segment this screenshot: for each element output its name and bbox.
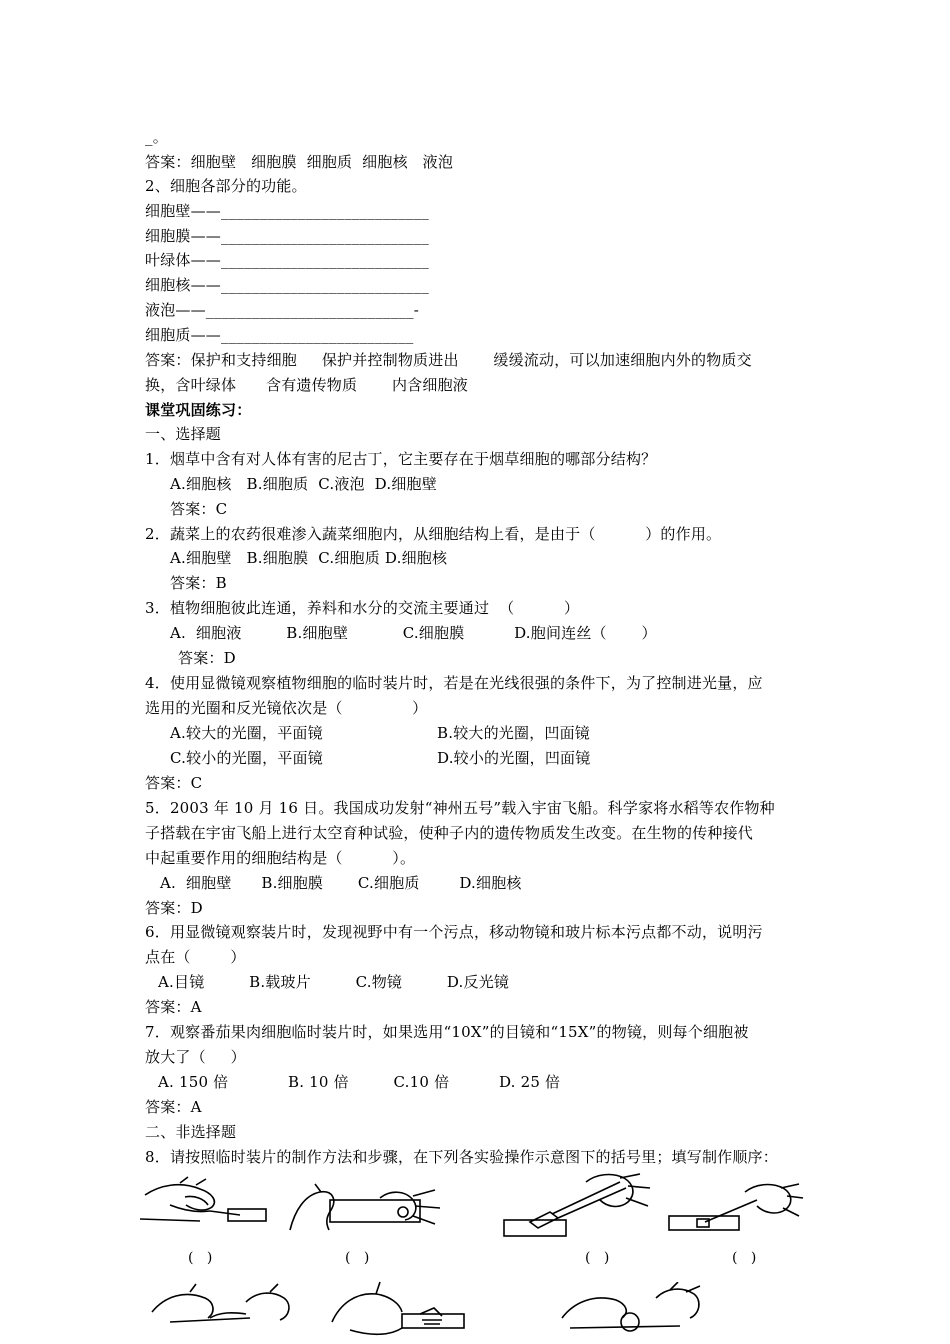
step-illustration-tear-epidermis <box>150 1282 300 1344</box>
question-4-answer: 答案：C <box>145 774 203 792</box>
question-5-line2: 子搭载在宇宙飞船上进行太空育种试验，使种子内的遗传物质发生改变。在生物的传种接代 <box>145 824 754 842</box>
question-1-answer: 答案：C <box>170 500 228 518</box>
question-6-line2: 点在（ ） <box>145 948 246 966</box>
step-blank-3[interactable]: ( ) <box>585 1250 610 1266</box>
section-title: 课堂巩固练习： <box>145 401 252 419</box>
question-6-answer: 答案：A <box>145 998 202 1016</box>
question-5-options: A. 细胞壁 B.细胞膜 C.细胞质 D.细胞核 <box>160 874 522 892</box>
question-3: 3．植物细胞彼此连通，养料和水分的交流主要通过 （ ） <box>145 599 580 617</box>
question-5-line1: 5．2003 年 10 月 16 日。我国成功发射“神州五号”载入宇宙飞船。科学家将水稻等农作物种 <box>145 799 775 817</box>
question-6-options: A.目镜 B.载玻片 C.物镜 D.反光镜 <box>158 973 510 991</box>
question-5-line3: 中起重要作用的细胞结构是（ ）。 <box>145 849 416 867</box>
question-4-line1: 4．使用显微镜观察植物细胞的临时装片时，若是在光线很强的条件下，为了控制进光量，应 <box>145 674 763 692</box>
question-1-options: A.细胞核 B.细胞质 C.液泡 D.细胞壁 <box>170 475 437 493</box>
question-4-line2: 选用的光圈和反光镜依次是（ ） <box>145 699 428 717</box>
question-3-answer: 答案：D <box>178 649 236 667</box>
question-2: 2．蔬菜上的农药很难渗入蔬菜细胞内，从细胞结构上看，是由于（ ）的作用。 <box>145 525 722 543</box>
step-illustration-absorb-water <box>560 1282 710 1344</box>
step-illustration-place-specimen <box>665 1180 805 1245</box>
question-3-options: A. 细胞液 B.细胞壁 C.细胞膜 D.胞间连丝（ ） <box>170 624 657 642</box>
step-illustration-stain <box>330 1280 470 1344</box>
question-7-line1: 7．观察番茄果肉细胞临时装片时，如果选用“10X”的目镜和“15X”的物镜，则每个细胞被 <box>145 1023 749 1041</box>
top-mark: _。 <box>145 128 168 146</box>
question-2-answer: 答案：B <box>170 574 227 592</box>
function-nucleus: 细胞核——___________________________ <box>145 276 429 294</box>
question-7-options: A. 150 倍 B. 10 倍 C.10 倍 D. 25 倍 <box>158 1073 561 1091</box>
step-illustration-cover-slip <box>500 1172 660 1247</box>
answer-1: 答案：细胞壁 细胞膜 细胞质 细胞核 液泡 <box>145 153 454 171</box>
question-4-option-d: D.较小的光圈，凹面镜 <box>437 749 591 767</box>
question-5-answer: 答案：D <box>145 899 203 917</box>
question-4-option-b: B.较大的光圈，凹面镜 <box>437 724 590 742</box>
q2-title: 2、细胞各部分的功能。 <box>145 177 307 195</box>
answer-2-line2: 换，含叶绿体 含有遗传物质 内含细胞液 <box>145 376 468 394</box>
step-blank-4[interactable]: ( ) <box>732 1250 757 1266</box>
part2-title: 二、非选择题 <box>145 1123 237 1141</box>
part1-title: 一、选择题 <box>145 425 222 443</box>
step-illustration-drop-water <box>140 1175 270 1245</box>
function-cytoplasm: 细胞质——_________________________ <box>145 326 414 344</box>
question-1: 1．烟草中含有对人体有害的尼古丁，它主要存在于烟草细胞的哪部分结构？ <box>145 450 657 468</box>
question-4-option-a: A.较大的光圈，平面镜 <box>170 724 323 742</box>
step-blank-2[interactable]: ( ) <box>345 1250 370 1266</box>
function-chloroplast: 叶绿体——___________________________ <box>145 251 429 269</box>
function-cell-wall: 细胞壁——___________________________ <box>145 202 429 220</box>
step-illustration-wipe-slide <box>285 1180 445 1250</box>
function-cell-membrane: 细胞膜——___________________________ <box>145 227 429 245</box>
answer-2-line1: 答案：保护和支持细胞 保护并控制物质进出 缓缓流动，可以加速细胞内外的物质交 <box>145 351 752 369</box>
question-7-answer: 答案：A <box>145 1098 202 1116</box>
function-vacuole: 液泡——___________________________- <box>145 301 419 319</box>
question-7-line2: 放大了（ ） <box>145 1048 246 1066</box>
question-8: 8．请按照临时装片的制作方法和步骤，在下列各实验操作示意图下的括号里；填写制作顺序： <box>145 1148 778 1166</box>
step-blank-1[interactable]: ( ) <box>188 1250 213 1266</box>
question-6-line1: 6．用显微镜观察装片时，发现视野中有一个污点，移动物镜和玻片标本污点都不动，说明污 <box>145 923 763 941</box>
question-2-options: A.细胞壁 B.细胞膜 C.细胞质 D.细胞核 <box>170 549 448 567</box>
question-4-option-c: C.较小的光圈，平面镜 <box>170 749 323 767</box>
